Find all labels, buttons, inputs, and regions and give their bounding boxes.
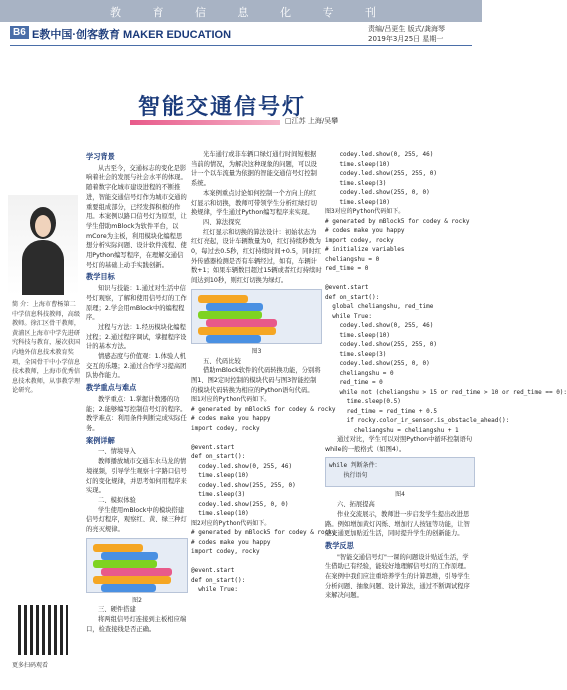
paragraph: 四、算法探究 [203,218,241,226]
paragraph: 五、代码比较 [203,357,241,365]
qr-caption: 更多扫码观看 [12,662,49,669]
code-block [206,319,277,327]
qr-code[interactable] [18,605,68,655]
code-block [198,311,262,319]
code-block [93,544,143,552]
section-title: E教中国·创客教育 MAKER EDUCATION [32,29,232,41]
paragraph: 教师播放城市交通车水马龙的情境视频，引导学生观察十字路口信号灯的变化规律，并思考如何用程序来实现。 [86,458,187,495]
article-title: 智能交通信号灯 [138,95,307,120]
paragraph: 二、模拟体验 [98,496,136,504]
paragraph: 本案例重点讨论如何控制一个方向上的红灯显示和切换，教师可带领学生分析红绿灯切换规律，学生通过Python编写程序来实现。 [191,189,317,217]
paragraph: 一、情境导入 [98,448,136,456]
paragraph: 教学重点：1.掌握计数器的功能；2.能够编写控制信号灯的程序。教学难点：利用条件判断完成实际任务。 [86,395,187,432]
paragraph: 知识与技能：1.通过对生活中信号灯观察，了解和使用信号灯的工作原理；2.学会用mBlock中的编程程序。 [86,285,187,322]
section-heading: 教学重点与难点 [86,383,137,393]
code-block [206,303,263,311]
author-bio: 简 介：上海市曹杨第二中学信息科技教师，高级教师。徐汇区骨干教师，黄浦区上海市中学先进研究科技与教育，屡次获国内地外信息技术教育奖项，全国骨干中小学信息技术教师，上海市优秀信息技术教师，从事教学理论研究。 [12,301,81,395]
paragraph: 三、硬件搭建 [98,606,136,614]
code-listing: codey.led.show(0, 255, 46) time.sleep(10) codey.led.show(255, 255, 0) time.sleep(3) codey.led.show(255, 0, 0) time.sleep(10) 图3对应的Python代码如下。 # generated by mBlock5 for codey & rocky # codes make you happy import codey, rocky # initialize variables cheliangshu = 0 red_time = 0 @event.start def on_start(): global cheliangshu, red_time while True: codey.led.show(0, 255, 46) time.sleep(10) codey.led.show(255, 255, 0) time.sleep(3) codey.led.show(255, 0, 0) cheliangshu = 0 red_time = 0 while not (cheliangshu > 15 or red_time > 10 or red_time == 0): time.sleep(0.5) red_time = red_time + 0.5 if rocky.color_ir_sensor.is_obstacle_ahead(): cheliangshu = cheliangshu + 1 [325,151,567,434]
code-block [93,576,171,584]
figure-code: while 判断条件： 执行语句 [329,462,381,479]
paragraph: 过程与方法：1.经历模块化编程过程；2.通过程序调试，掌握程序设计的基本方法。 [86,323,187,351]
paragraph: 红灯显示和切换的算法设计：初始状态为红灯亮起，设计车辆数量为0，红灯持续秒数为0，每过去0.5秒，红灯持续时间+0.5，同时红外传感器检测是否有车辆经过，如有，车辆计数+1；如果车辆数目超过15辆或者红灯持续时间达到10秒，则红灯切换为绿灯。 [191,228,322,285]
code-block [101,552,158,560]
paragraph: 情感态度与价值观：1.体验人机交互的乐趣；2.通过合作学习提高团队协作能力。 [86,353,187,380]
paragraph: 从古至今，交通标志的变化是影响着社会的发展与社会水平的体现。随着数字化城市建设进程的不断推进，智能交通信号灯作为城市交通的重要组成部分，已经发挥积极的作用。本案例以路口信号灯为原型，让学生借助mBlock为软件平台，以mCore为主板，利用模块化编程思想分析实际问题、设计软件流程、使用Python编写程序，在理解交通信号灯的基础上动手实践创新。 [86,164,187,269]
figure-图2 [86,538,188,593]
code-block [101,568,172,576]
section-heading: 案例详解 [86,435,115,445]
paragraph: 作业交流展示，教师进一步启发学生提出改进思路。例如增加黄灯闪烁、增加行人按钮等功能，让智能交通更加贴近生活，同时提升学生的创新能力。 [325,510,470,538]
section-heading: 教学反思 [325,540,354,550]
title-decoration [130,120,280,125]
header-banner-bar [0,0,482,22]
article-column-1 [86,150,188,680]
code-block [198,327,276,335]
author-photo [8,195,78,295]
paragraph: 光车通行或非车辆口绿灯通行时间短根据当前的情况，为解决这种现象的问题，可以设计一个以车流量为依据的智能交通信号灯控制系统。 [191,151,317,188]
page-header [0,24,482,44]
paragraph: "智能交通信号灯"一课的问题设计贴近生活，学生借助已有经验，能较好地理解信号灯的工作原理。在案例中我们应注重培养学生的计算思维，引导学生分析问题、抽象问题、设计算法，通过不断调试程序来解决问题。 [325,553,470,600]
paragraph: 通过对比，学生可以对照Python中循环控制语句while的一般格式（如图4）。 [325,436,473,453]
paragraph: 六、拓展提高 [337,501,375,509]
figure-caption: 图4 [395,491,405,499]
header-banner: 教 育 信 息 化 专 刊 [110,6,390,19]
code-block [101,584,156,592]
section-heading: 学习背景 [86,152,115,161]
code-block [206,335,261,343]
code-block [198,295,248,303]
editor-line: 责编/吕更生 版式/龚海琴 [368,25,445,33]
figure-caption: 图3 [251,347,262,355]
article-column-2 [191,150,336,680]
paragraph: 将两组信号灯连接到主板相应端口，检查接线是否正确。 [86,616,187,633]
code-block [93,560,157,568]
header-rule [10,45,472,46]
figure-图3 [191,289,322,344]
figure-caption: 图2 [132,596,142,604]
date-line: 2019年3月25日 星期一 [368,35,444,43]
page-number: B6 [10,26,29,39]
code-listing: 图1对应的Python代码如下。 # generated by mBlock5 for codey & rocky # codes make you happy import codey, rocky @event.start def on_start(): codey.led.show(0, 255, 46) time.sleep(10) codey.led.show(255, 255, 0) time.sleep(3) codey.led.show(255, 0, 0) time.sleep(10) 图2对应的Python代码如下。 # generated by mBlock5 for codey & rocky # codes make you happy import codey, rocky @event.start def on_start(): while True: [191,396,336,594]
article-author: □江苏 上海/吴攀 [285,117,339,125]
paragraph: 学生使用mBlock中的模块搭建信号灯程序，观察红、黄、绿三种灯的亮灭规律。 [86,506,187,534]
article-column-3 [325,150,567,680]
figure-图4 [325,457,475,487]
section-heading: 教学目标 [86,272,115,282]
paragraph: 借助mBlock软件的代码转换功能，分别将图1、图2定时控制的模块代码与图3智能控制的模块代码转换为相应的Python语句代码。 [191,367,321,394]
